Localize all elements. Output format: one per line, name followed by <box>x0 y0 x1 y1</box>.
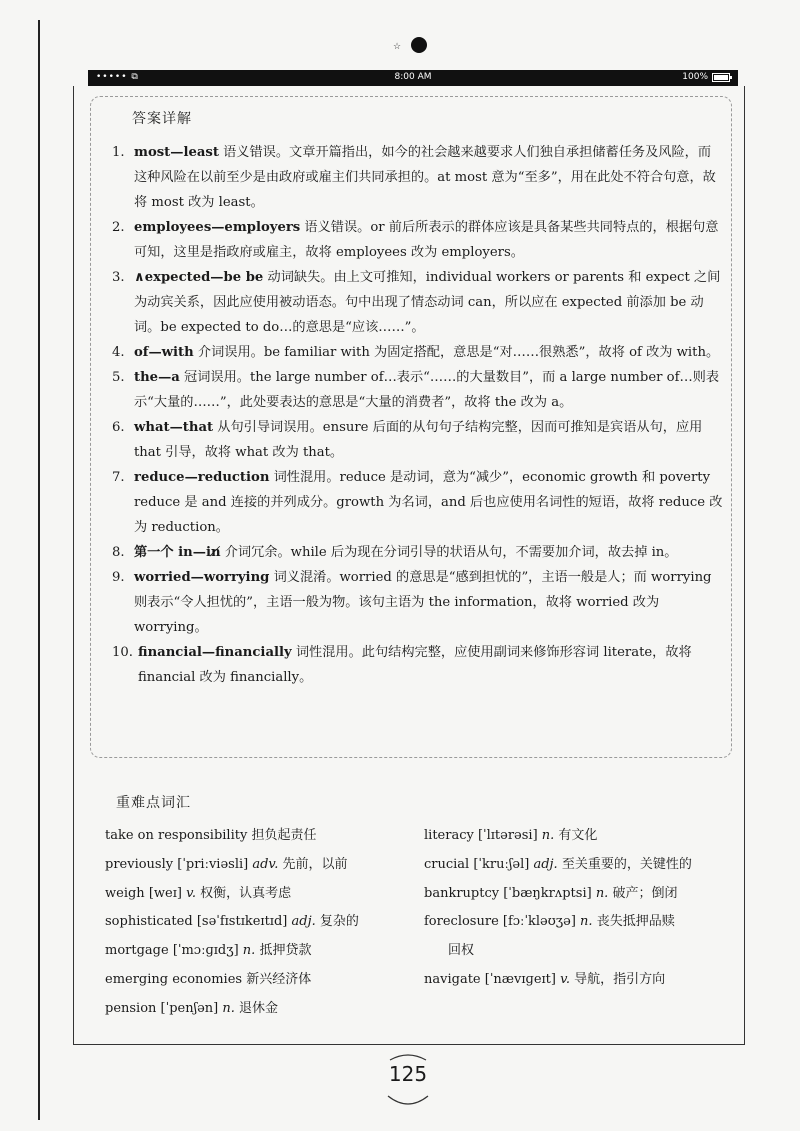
answer-item: 7. reduce—reduction 词性混用。reduce 是动词，意为“减少”，economic growth 和 poverty reduce 是 and 连接的并列成分。growth 为名词，and 后也应使用名词性的短语，故将 reduce 改为 reduction。 <box>112 470 723 535</box>
vocab-item-continuation: 回权 <box>448 943 475 959</box>
battery-percent: 100% <box>682 72 708 82</box>
battery-icon <box>712 73 730 82</box>
vocab-section-title: 重难点词汇 <box>116 795 191 811</box>
vocab-item: mortgage [ˈmɔːɡɪdʒ] n. 抵押贷款 <box>105 943 312 959</box>
answer-item: 8. 第一个 in—in̸ 介词冗余。while 后为现在分词引导的状语从句，不需要加介词，故去掉 in。 <box>112 545 678 560</box>
answer-item: 3. ∧expected—be be 动词缺失。由上文可推知，individual workers or parents 和 expect 之间为动宾关系，因此应使用被动语态。句中出现了情态动词 can，所以应在 expected 前添加 be 动词。be expected to do…的意思是“应该……”。 <box>112 270 721 335</box>
vocab-list-left <box>105 822 405 1024</box>
vocab-item: weigh [weɪ] v. 权衡，认真考虑 <box>105 885 292 901</box>
answer-list <box>112 140 724 690</box>
answer-item: 4. of—with 介词误用。be familiar with 为固定搭配，意思是“对……很熟悉”，故将 of 改为 with。 <box>112 345 720 360</box>
answer-item: 1. most—least 语义错误。文章开篇指出，如今的社会越来越要求人们独自承担储蓄任务及风险，而这种风险在以前至少是由政府或雇主们共同承担的。at most 意为“至多”，用在此处不符合句意，故将 most 改为 least。 <box>112 145 716 210</box>
vocab-item: take on responsibility 担负起责任 <box>105 828 317 843</box>
vocab-item: foreclosure [fɔːˈkləʊʒə] n. 丧失抵押品赎 <box>424 914 675 930</box>
signal-indicator: ••••• ⧉ <box>96 72 139 82</box>
binding-line <box>38 20 40 1120</box>
vocab-item: sophisticated [səˈfɪstɪkeɪtɪd] adj. 复杂的 <box>105 914 359 930</box>
vocab-item: previously [ˈpriːviəsli] adv. 先前，以前 <box>105 856 348 872</box>
status-time: 8:00 AM <box>394 72 432 82</box>
answer-item: 9. worried—worrying 词义混淆。worried 的意思是“感到担忧的”，主语一般是人；而 worrying 则表示“令人担忧的”，主语一般为物。该句主语为 the information，故将 worried 改为 worrying。 <box>112 570 712 635</box>
top-mark: ☆ <box>393 42 402 52</box>
battery-indicator <box>682 72 730 82</box>
answer-item: 5. the—a 冠词误用。the large number of…表示“……的大量数目”，而 a large number of…则表示“大量的……”，此处要表达的意思是“大量的消费者”，故将 the 改为 a。 <box>112 370 720 410</box>
answer-item: 2. employees—employers 语义错误。or 前后所表示的群体应该是具备某些共同特点的，根据句意可知，这里是指政府或雇主，故将 employees 改为 employers。 <box>112 220 719 260</box>
vocab-list-right <box>424 822 724 995</box>
camera-dot <box>411 37 427 53</box>
vocab-item: bankruptcy [ˈbæŋkrʌptsi] n. 破产；倒闭 <box>424 885 678 901</box>
vocab-item: literacy [ˈlɪtərəsi] n. 有文化 <box>424 828 598 843</box>
vocab-item: pension [ˈpenʃən] n. 退休金 <box>105 1000 279 1016</box>
vocab-item: navigate [ˈnævɪɡeɪt] v. 导航，指引方向 <box>424 971 666 987</box>
answer-item: 6. what—that 从句引导词误用。ensure 后面的从句句子结构完整，因而可推知是宾语从句，应用 that 引导，故将 what 改为 that。 <box>112 420 703 460</box>
answer-section-title: 答案详解 <box>132 111 192 127</box>
page-number: 125 <box>388 1062 428 1086</box>
answer-item: 10. financial—financially 词性混用。此句结构完整，应使用副词来修饰形容词 literate，故将 financial 改为 financially。 <box>112 645 692 685</box>
vocab-item: emerging economies 新兴经济体 <box>105 971 312 987</box>
vocab-item: crucial [ˈkruːʃəl] adj. 至关重要的，关键性的 <box>424 856 692 872</box>
status-bar <box>88 70 738 86</box>
